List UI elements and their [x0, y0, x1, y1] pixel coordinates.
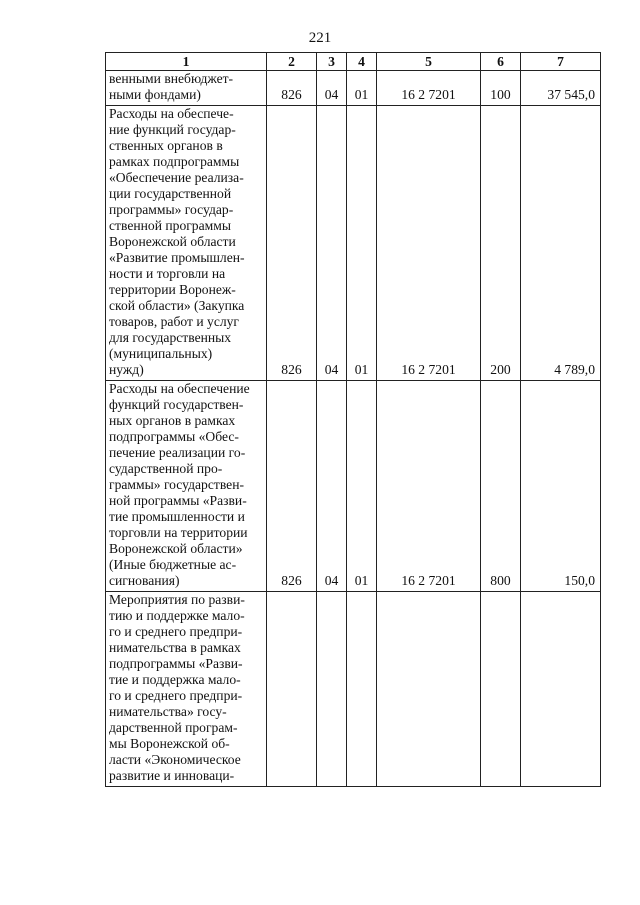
page-number: 221	[308, 30, 332, 46]
subsection-code-cell	[347, 592, 377, 787]
header-col-7: 7	[521, 53, 601, 71]
target-article-cell: 16 2 7201	[377, 71, 481, 106]
target-article-cell: 16 2 7201	[377, 381, 481, 592]
chapter-code-cell: 826	[267, 381, 317, 592]
row-description	[106, 381, 267, 592]
table-row	[106, 71, 601, 106]
section-code-cell: 04	[317, 71, 347, 106]
amount-cell: 150,0	[521, 381, 601, 592]
description-line: программы» государ-	[109, 202, 234, 217]
budget-table	[105, 52, 601, 787]
header-col-2: 2	[267, 53, 317, 71]
description-line: рамках подпрограммы	[109, 154, 240, 169]
description-line: Расходы на обеспече-	[109, 106, 234, 121]
row-description	[106, 592, 267, 787]
row-description	[106, 106, 267, 381]
description-line: Воронежской области	[109, 234, 236, 249]
description-line: Воронежской области»	[109, 541, 243, 556]
description-line: тию и поддержке мало-	[109, 608, 245, 623]
header-row	[106, 53, 601, 71]
expense-type-cell: 100	[481, 71, 521, 106]
description-line: ственной программы	[109, 218, 231, 233]
expense-type-cell: 200	[481, 106, 521, 381]
chapter-code-cell: 826	[267, 106, 317, 381]
table-body	[106, 71, 601, 787]
description-line: ние функций государ-	[109, 122, 236, 137]
description-line: ных органов в рамках	[109, 413, 236, 428]
description-line: ственных органов в	[109, 138, 223, 153]
description-line: мы Воронежской об-	[109, 736, 230, 751]
table-row	[106, 592, 601, 787]
amount-cell: 37 545,0	[521, 71, 601, 106]
table-row	[106, 106, 601, 381]
description-line: дарственной програм-	[109, 720, 238, 735]
section-code-cell: 04	[317, 381, 347, 592]
description-line: го и среднего предпри-	[109, 688, 243, 703]
section-code-cell	[317, 592, 347, 787]
expense-type-cell: 800	[481, 381, 521, 592]
description-line: печение реализации го-	[109, 445, 246, 460]
description-line: «Развитие промышлен-	[109, 250, 245, 265]
description-line: подпрограммы «Разви-	[109, 656, 243, 671]
description-line: ными фондами)	[109, 87, 201, 102]
description-line: (муниципальных)	[109, 346, 213, 361]
description-line: для государственных	[109, 330, 232, 345]
description-line: ской области» (Закупка	[109, 298, 245, 313]
description-line: ласти «Экономическое	[109, 752, 241, 767]
description-line: Расходы на обеспечение	[109, 381, 250, 396]
description-line: граммы» государствен-	[109, 477, 245, 492]
chapter-code-cell: 826	[267, 71, 317, 106]
header-col-5: 5	[377, 53, 481, 71]
description-line: ции государственной	[109, 186, 232, 201]
table-row	[106, 381, 601, 592]
description-line: сигнования)	[109, 573, 180, 588]
amount-cell: 4 789,0	[521, 106, 601, 381]
subsection-code-cell: 01	[347, 381, 377, 592]
description-line: Мероприятия по разви-	[109, 592, 245, 607]
description-line: (Иные бюджетные ас-	[109, 557, 237, 572]
header-col-1: 1	[106, 53, 267, 71]
section-code-cell: 04	[317, 106, 347, 381]
subsection-code-cell: 01	[347, 106, 377, 381]
description-line: го и среднего предпри-	[109, 624, 243, 639]
amount-cell	[521, 592, 601, 787]
header-col-4: 4	[347, 53, 377, 71]
description-line: нужд)	[109, 362, 144, 377]
description-line: торговли на территории	[109, 525, 248, 540]
description-line: функций государствен-	[109, 397, 244, 412]
header-col-6: 6	[481, 53, 521, 71]
description-line: нимательства» госу-	[109, 704, 227, 719]
description-line: венными внебюджет-	[109, 71, 234, 86]
target-article-cell: 16 2 7201	[377, 106, 481, 381]
description-line: сударственной про-	[109, 461, 223, 476]
chapter-code-cell	[267, 592, 317, 787]
row-description	[106, 71, 267, 106]
description-line: тие и поддержка мало-	[109, 672, 241, 687]
expense-type-cell	[481, 592, 521, 787]
description-line: развитие и инноваци-	[109, 768, 235, 783]
description-line: территории Воронеж-	[109, 282, 236, 297]
description-line: нимательства в рамках	[109, 640, 241, 655]
description-line: тие промышленности и	[109, 509, 245, 524]
description-line: подпрограммы «Обес-	[109, 429, 239, 444]
header-col-3: 3	[317, 53, 347, 71]
description-line: ной программы «Разви-	[109, 493, 247, 508]
target-article-cell	[377, 592, 481, 787]
subsection-code-cell: 01	[347, 71, 377, 106]
description-line: «Обеспечение реализа-	[109, 170, 244, 185]
description-line: товаров, работ и услуг	[109, 314, 240, 329]
description-line: ности и торговли на	[109, 266, 226, 281]
